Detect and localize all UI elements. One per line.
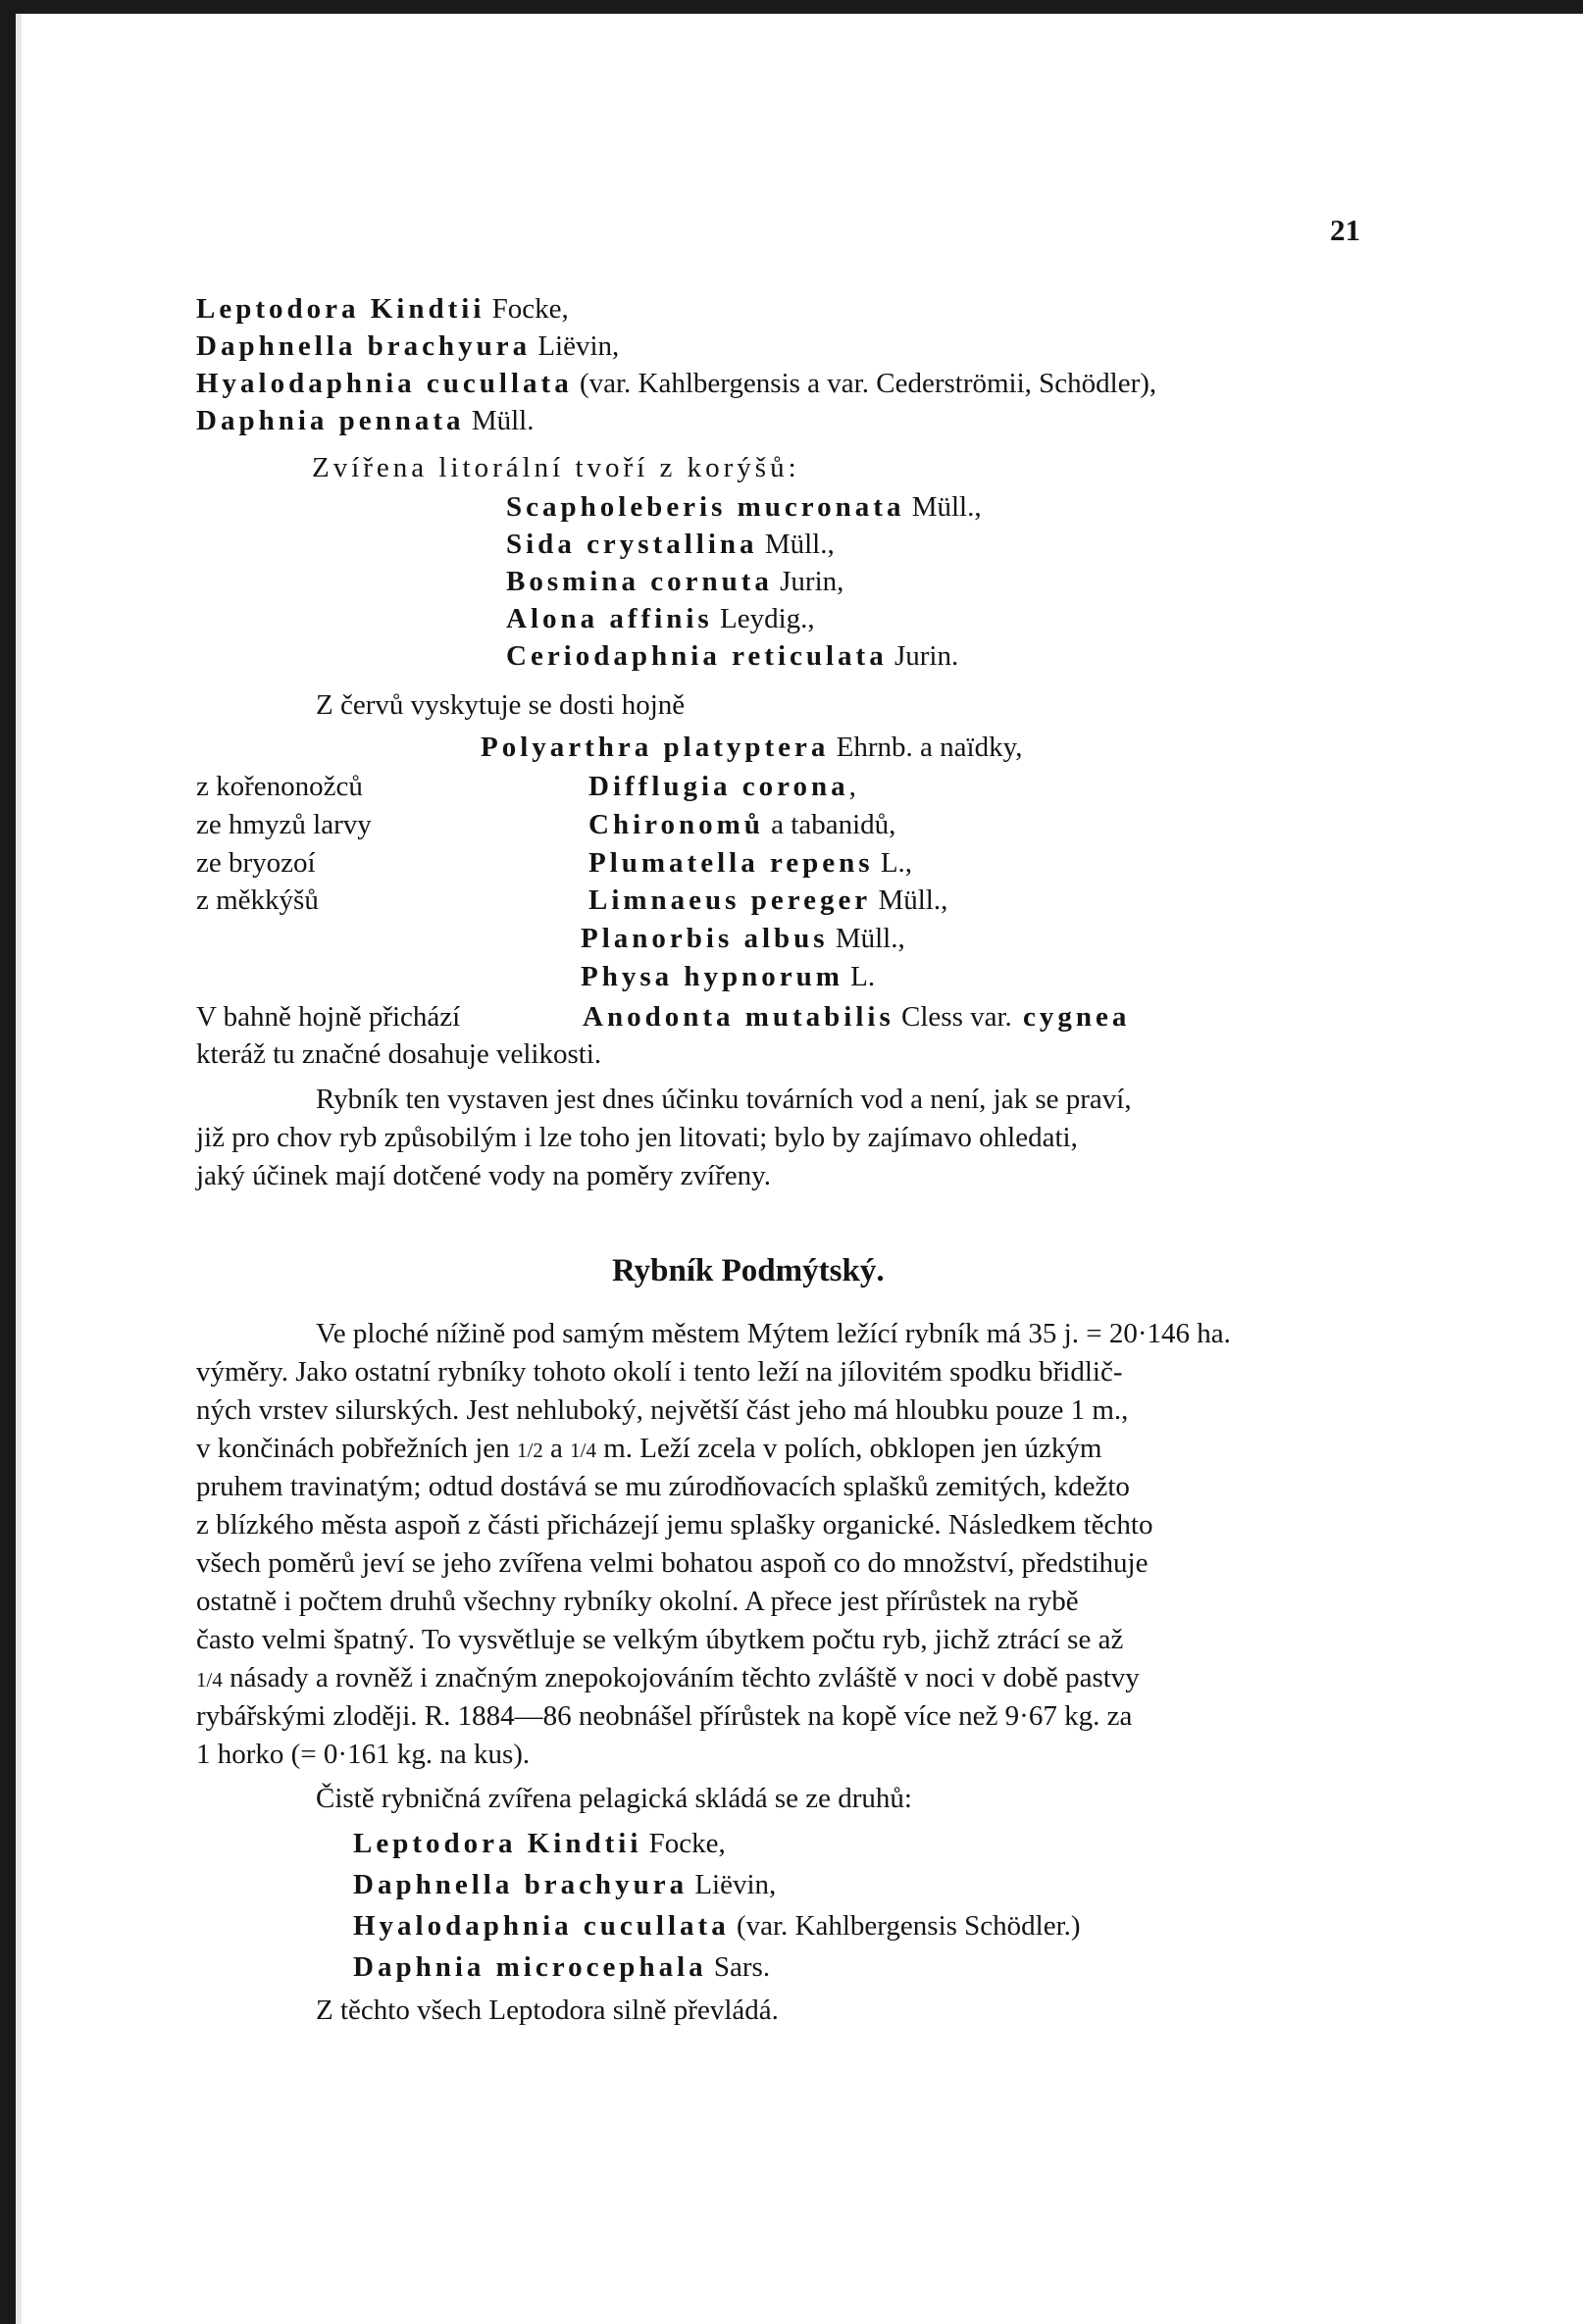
mud-line-2: kteráž tu značné dosahuje velikosti. bbox=[196, 1038, 602, 1070]
mud-line-lead: V bahně hojně přichází bbox=[196, 1001, 461, 1033]
section-heading: Rybník Podmýtský. bbox=[612, 1253, 885, 1288]
group-label: ze hmyzů larvy bbox=[196, 809, 372, 840]
paragraph-line: z blízkého města aspoň z části přicházejí jemu splašky organické. Následkem těchto bbox=[196, 1509, 1153, 1541]
species-line: Hyalodaphnia cucullata (var. Kahlbergensis Schödler.) bbox=[353, 1910, 1081, 1942]
fraction: 1/4 bbox=[196, 1668, 223, 1692]
paragraph-line: výměry. Jako ostatní rybníky tohoto okolí i tento leží na jílovitém spodku břidlič- bbox=[196, 1356, 1123, 1388]
paragraph-line: rybářskými zloději. R. 1884—86 neobnášel přírůstek na kopě více než 9·67 kg. za bbox=[196, 1700, 1133, 1732]
species-line: Scapholeberis mucronata Müll., bbox=[506, 491, 982, 523]
fraction: 1/2 bbox=[516, 1439, 543, 1462]
paragraph-line: Čistě rybničná zvířena pelagická skládá se ze druhů: bbox=[316, 1783, 912, 1814]
paragraph-line: ostatně i počtem druhů všechny rybníky okolní. A přece jest přírůstek na rybě bbox=[196, 1586, 1079, 1617]
scan-border-shadow bbox=[16, 14, 22, 2324]
species-line: Plumatella repens L., bbox=[588, 847, 913, 879]
species-line: Daphnella brachyura Liëvin, bbox=[196, 330, 620, 362]
paragraph-line: Ve ploché nížině pod samým městem Mýtem ležící rybník má 35 j. = 20·146 ha. bbox=[316, 1318, 1231, 1349]
species-line: Ceriodaphnia reticulata Jurin. bbox=[506, 640, 959, 672]
closing-line: Z těchto všech Leptodora silně převládá. bbox=[316, 1995, 779, 2026]
fraction: 1/4 bbox=[570, 1439, 596, 1462]
species-line: Polyarthra platyptera Ehrnb. a naïdky, bbox=[481, 732, 1023, 763]
species-line: Sida crystallina Müll., bbox=[506, 529, 835, 560]
paragraph-line: v končinách pobřežních jen 1/2 a 1/4 m. Leží zcela v polích, obklopen jen úzkým bbox=[196, 1433, 1102, 1464]
page-number: 21 bbox=[1330, 213, 1360, 247]
species-line: Daphnia microcephala Sars. bbox=[353, 1951, 771, 1983]
species-line: Hyalodaphnia cucullata (var. Kahlbergensis a var. Cederströmii, Schödler), bbox=[196, 368, 1157, 399]
species-line: Chironomů a tabanidů, bbox=[588, 809, 896, 840]
species-line: Difflugia corona, bbox=[588, 771, 856, 802]
scan-border-left bbox=[0, 0, 16, 2324]
paragraph-line: jaký účinek mají dotčené vody na poměry zvířeny. bbox=[196, 1160, 771, 1191]
paragraph-line: pruhem travinatým; odtud dostává se mu zúrodňovacích splašků zemitých, kdežto bbox=[196, 1471, 1130, 1502]
species-line: Leptodora Kindtii Focke, bbox=[353, 1828, 726, 1859]
litoral-heading: Zvířena litorální tvoří z korýšů: bbox=[312, 452, 800, 483]
species-line: Leptodora Kindtii Focke, bbox=[196, 293, 569, 325]
paragraph-line: 1 horko (= 0·161 kg. na kus). bbox=[196, 1739, 531, 1770]
species-line: Daphnia pennata Müll. bbox=[196, 405, 535, 436]
species-line: Daphnella brachyura Liëvin, bbox=[353, 1869, 777, 1900]
species-line: Physa hypnorum L. bbox=[581, 961, 876, 992]
paragraph-line: Rybník ten vystaven jest dnes účinku továrních vod a není, jak se praví, bbox=[316, 1084, 1132, 1115]
scan-border-top bbox=[0, 0, 1583, 14]
paragraph-line: všech poměrů jeví se jeho zvířena velmi bohatou aspoň co do množství, předstihuje bbox=[196, 1547, 1149, 1579]
species-line: Alona affinis Leydig., bbox=[506, 603, 815, 634]
paragraph-line: již pro chov ryb způsobilým i lze toho jen litovati; bylo by zajímavo ohledati, bbox=[196, 1122, 1078, 1153]
worms-line: Z červů vyskytuje se dosti hojně bbox=[316, 689, 686, 721]
species-line: Limnaeus pereger Müll., bbox=[588, 884, 948, 916]
group-label: z kořenonožců bbox=[196, 771, 363, 802]
species-line: Planorbis albus Müll., bbox=[581, 923, 905, 954]
group-label: z měkkýšů bbox=[196, 884, 319, 916]
group-label: ze bryozoí bbox=[196, 847, 316, 879]
paragraph-line: ných vrstev silurských. Jest nehluboký, největší část jeho má hloubku pouze 1 m., bbox=[196, 1394, 1129, 1426]
species-line: Bosmina cornuta Jurin, bbox=[506, 566, 844, 597]
species-line: Anodonta mutabilis Cless var. cygnea bbox=[583, 1001, 1131, 1033]
paragraph-line: často velmi špatný. To vysvětluje se velkým úbytkem počtu ryb, jichž ztrácí se až bbox=[196, 1624, 1124, 1655]
paragraph-line: 1/4 násady a rovněž i značným znepokojováním těchto zvláště v noci v době pastvy bbox=[196, 1662, 1140, 1693]
